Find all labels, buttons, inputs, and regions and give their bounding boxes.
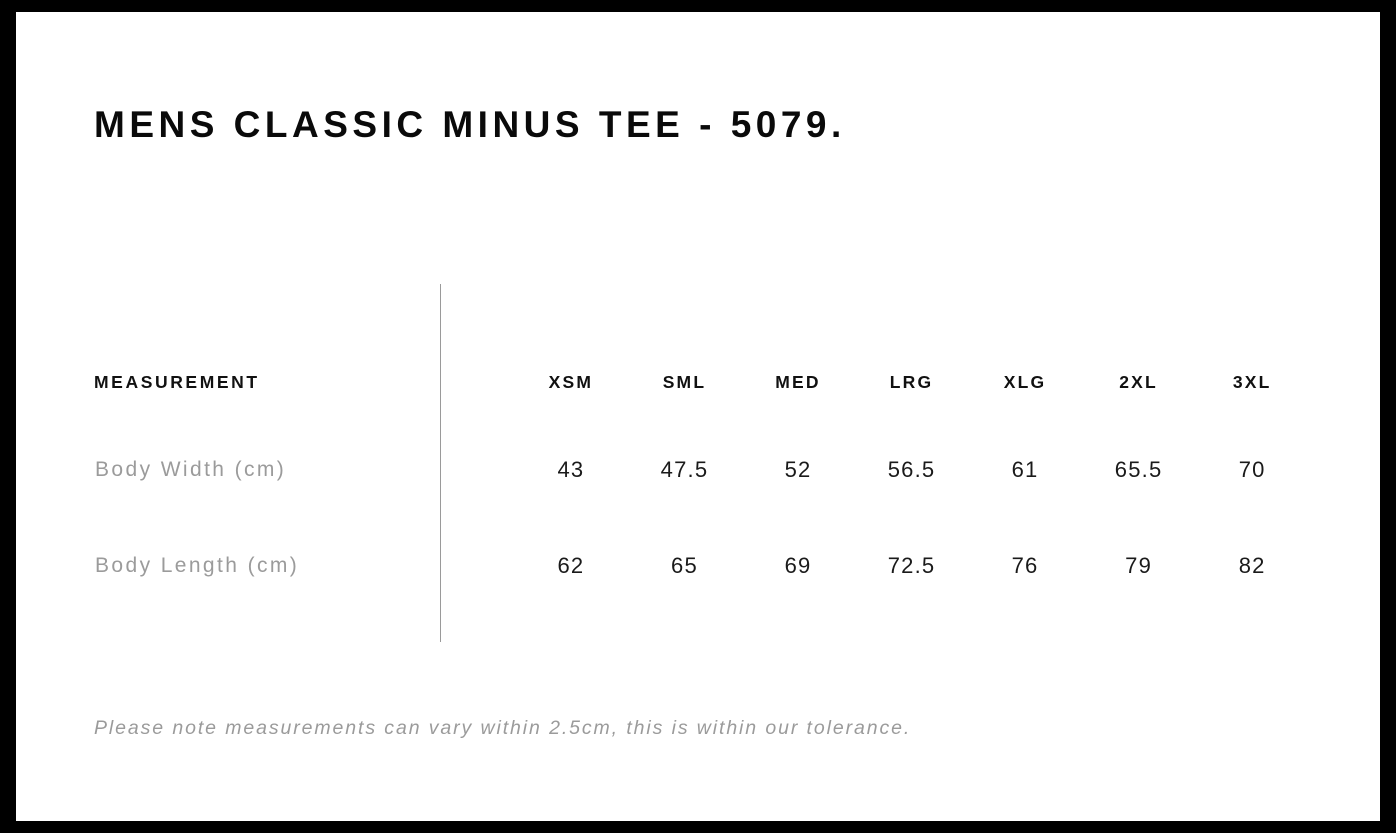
table-cell: 52 — [784, 457, 812, 482]
table-cell: 82 — [1238, 553, 1266, 578]
table-cell: 43 — [557, 457, 585, 482]
table-header-row — [94, 342, 1309, 422]
table-cell: 76 — [1011, 553, 1039, 578]
column-header-size: 3XL — [1232, 371, 1272, 392]
table-row — [94, 518, 1309, 614]
row-label: Body Width (cm) — [95, 458, 287, 481]
table-cell: 62 — [557, 553, 585, 578]
column-header-size: 2XL — [1119, 371, 1158, 392]
table-cell: 47.5 — [660, 457, 709, 482]
table-cell: 70 — [1238, 457, 1266, 482]
column-header-size: MED — [775, 371, 821, 392]
column-header-size: XLG — [1003, 371, 1047, 392]
size-chart-table — [94, 342, 1309, 614]
table-cell: 65.5 — [1114, 457, 1163, 482]
table-cell: 56.5 — [887, 457, 936, 482]
table-cell: 72.5 — [887, 553, 936, 578]
table-cell: 79 — [1125, 553, 1153, 578]
size-chart-page — [16, 12, 1380, 821]
tolerance-note: Please note measurements can vary within 2.5cm, this is within our tolerance. — [94, 717, 912, 739]
table-cell: 61 — [1011, 457, 1039, 482]
table-cell: 69 — [784, 553, 812, 578]
column-header-measurement: MEASUREMENT — [94, 371, 260, 392]
table-cell: 65 — [671, 553, 698, 578]
table-row — [94, 422, 1309, 518]
column-header-size: LRG — [889, 371, 934, 392]
column-header-size: SML — [662, 371, 707, 392]
page-title: MENS CLASSIC MINUS TEE - 5079. — [94, 104, 846, 145]
row-label: Body Length (cm) — [95, 554, 300, 577]
column-header-size: XSM — [548, 371, 594, 392]
